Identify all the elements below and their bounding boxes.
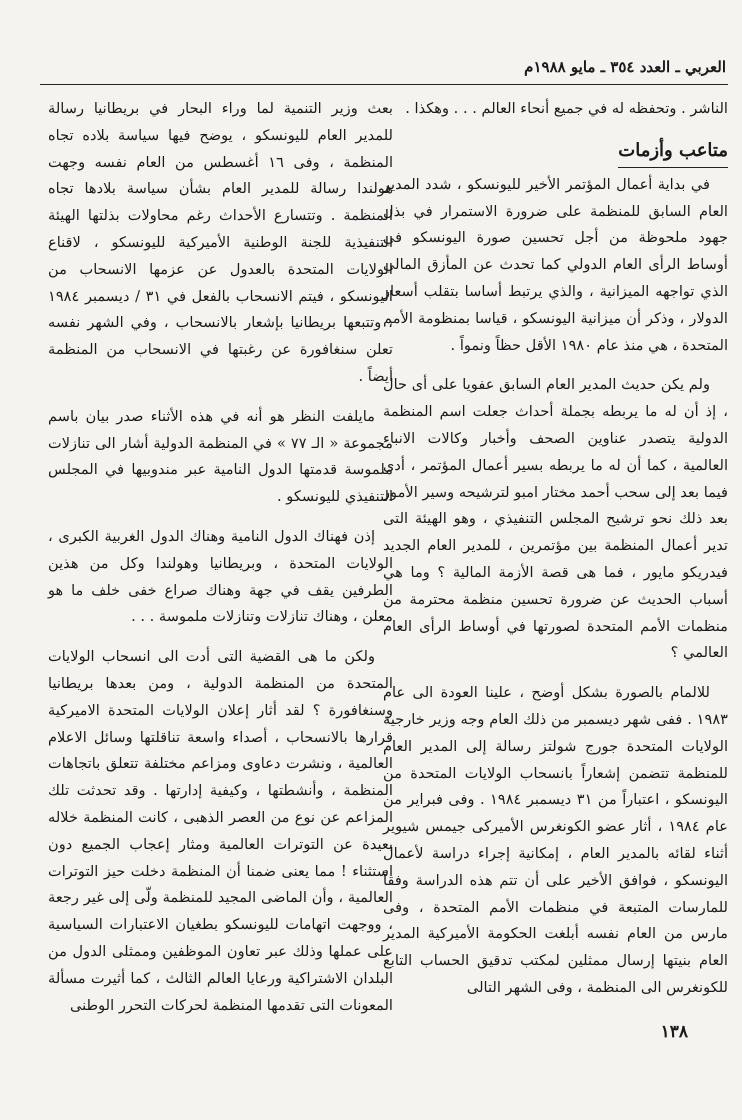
body-paragraph: للالمام بالصورة بشكل أوضح ، علينا العودة الى عام ١٩٨٣ . ففى شهر ديسمبر من ذلك العام وجه وزير خارجية الولايات المتحدة جورج شولتز رسالة إلى المدير العام للمنظمة تتضمن إشعاراً بانسحاب الولايات المتحدة من اليونسكو ، اعتباراً من ٣١ ديسمبر ١٩٨٤ . وفى فبراير من عام ١٩٨٤ ، أثار عضو الكونغرس الأميركى جيمس شيوير أثناء لقائه بالمدير العام ، إمكانية إجراء دراسة لأعمال اليونسكو ، فوافق الأخير على أن تتم هذه الدراسة وفقاً للمارسات المتبعة في منظمات الأمم المتحدة ، وفى مارس من العام نفسه أبلغت الحكومة الأميركية المدير العام بنيتها إرسال ممثلين لمكتب تدقيق الحساب التابع للكونغرس الى المنظمة ، وفى الشهر التالى bbox=[383, 684, 728, 996]
body-paragraph: ولكن ما هى القضية التى أدت الى انسحاب الولايات المتحدة من المنظمة الدولية ، ومن بعدها بريطانيا وسنغافورة ؟ لقد أثار إعلان الولايات المتحدة الاميركية قرارها بالانسحاب ، أصداء واسعة تناقلتها وسائل الاعلام العالمية ، ونشرت دعاوى ومزاعم مختلفة تتعلق باتجاهات المنظمة ، وأنشطتها ، وكيفية إدارتها . وقد تحدثت تلك المزاعم عن نوع من العصر الذهبى ، كانت المنظمة خلاله بعيدة عن التوترات العالمية ومثار إعجاب الجميع دون استثناء ! مما يعنى ضمنا أن المنظمة دخلت حيز التوترات العالمية ، وأن الماضى المجيد للمنظمة ولّى إلى غير رجعة ، ووجهت اتهامات لليونسكو بطغيان الاعتبارات السياسية على عملها وذلك عبر تعاون الموظفين وممثلى الدول من البلدان الاشتراكية ورعايا العالم الثالث ، كما أثيرت مسألة المعونات التى تقدمها المنظمة لحركات التحرر الوطنى bbox=[48, 648, 393, 1014]
header-rule bbox=[40, 84, 728, 85]
body-paragraph: في بداية أعمال المؤتمر الأخير لليونسكو ، شدد المدير العام السابق للمنظمة على ضرورة الاستمرار في بذل جهود ملحوظة من أجل تحسين صورة اليونسكو في أوساط الرأى العام الدولي كما تحدث عن المأزق المالي الذي تواجهه الميزانية ، والذي يرتبط أساسا بتقلب أسعار الدولار ، وذكر أن ميزانية اليونسكو ، قياسا بمنظومة الأمم المتحدة ، هي منذ عام ١٩٨٠ الأقل حظاً ونمواً . bbox=[383, 175, 728, 354]
body-paragraph: بعث وزير التنمية لما وراء البحار في بريطانيا رسالة للمدير العام لليونسكو ، يوضح فيها سياسة بلاده تجاه المنظمة ، وفى ١٦ أغسطس من العام نفسه وجهت هولندا رسالة للمدير العام بشأن سياسة بلادها تجاه المنظمة . وتتسارع الأحداث رغم محاولات بذلتها الهيئة التنفيذية للجنة الوطنية الأميركية لليونسكو ، لاقناع الولايات المتحدة بالعدول عن عزمها الانسحاب من اليونسكو ، فيتم الانسحاب بالفعل في ٣١ / ديسمبر ١٩٨٤ ، وتتبعها بريطانيا بإشعار بالانسحاب ، وفي الشهر نفسه تعلن سنغافورة عن رغبتها في الانسحاب من المنظمة أيضاً . bbox=[48, 100, 393, 385]
body-paragraph: ولم يكن حديث المدير العام السابق عفويا على أى حال ، إذ أن له ما يربطه بجملة أحداث جعلت اسم المنظمة الدولية يتصدر عناوين الصحف وأخبار وكالات الانباء العالمية ، كما أن له ما يربطه بسير أعمال المؤتمر ، أدى فيما بعد إلى سحب أحمد مختار امبو لترشيحه وسير الأمور بعد ذلك نحو ترشيح المجلس التنفيذي ، وهو الهيئة التى تدير أعمال المنظمة بين مؤتمرين ، للمدير العام الجديد فيدريكو مايور ، فما هى قصة الأزمة المالية ؟ وما هي أسباب الحديث عن ضرورة تحسين منظمة محترمة من منظمات الأمم المتحدة لصورتها في أوساط الرأى العام العالمي ؟ bbox=[383, 376, 728, 662]
running-header: العربي ـ العدد ٣٥٤ ـ مايو ١٩٨٨م bbox=[524, 58, 726, 76]
left-column bbox=[48, 96, 393, 1032]
page-number: ١٣٨ bbox=[660, 1022, 688, 1042]
body-paragraph: مايلفت النظر هو أنه في هذه الأثناء صدر بيان باسم مجموعة « الـ ٧٧ » في المنظمة الدولية أشار الى تنازلات ملموسة قدمتها الدول النامية عبر مندوبيها في المجلس التنفيذي لليونسكو . bbox=[48, 407, 393, 506]
intro-paragraph: الناشر . وتحفظه له في جميع أنحاء العالم . . . وهكذا . bbox=[405, 100, 728, 117]
body-paragraph: إذن فهناك الدول النامية وهناك الدول الغربية الكبرى ، الولايات المتحدة ، وبريطانيا وهولندا وكل من هذين الطرفين يقف في جهة وهناك صراع خفى خلف ما هو معلن ، وهناك تنازلات وتنازلات ملموسة . . . bbox=[48, 527, 393, 626]
section-heading: متاعب وأزمات bbox=[618, 136, 728, 168]
right-column bbox=[383, 96, 728, 1015]
